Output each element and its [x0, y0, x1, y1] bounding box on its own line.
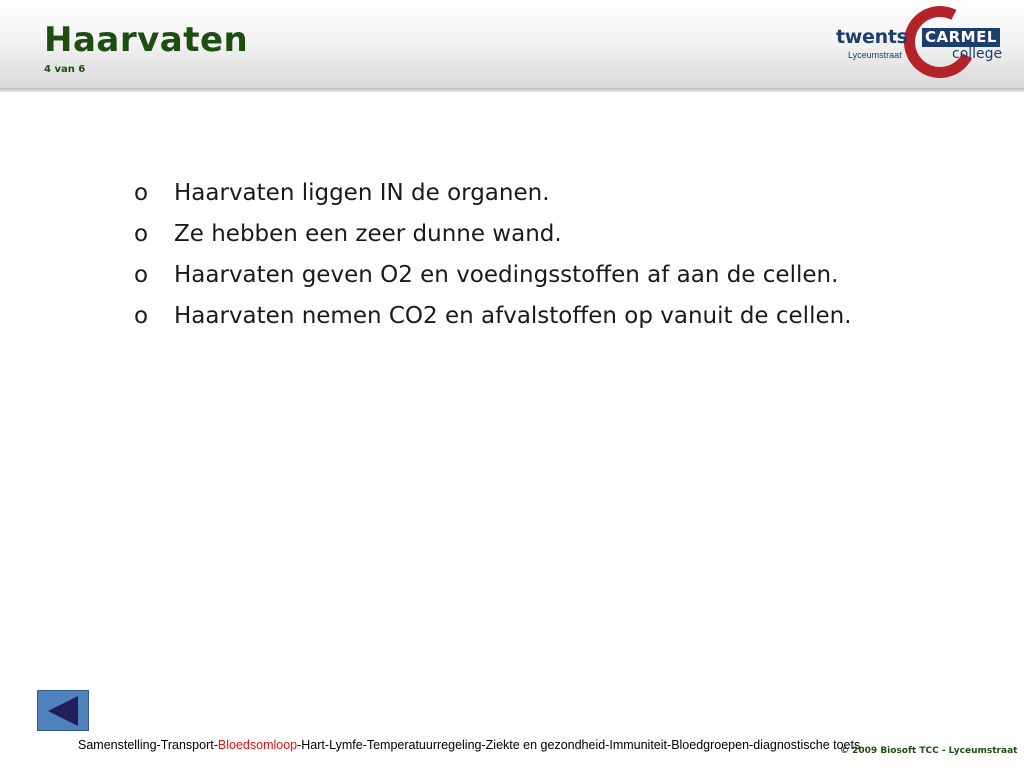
bullet-text: Ze hebben een zeer dunne wand. — [174, 221, 562, 247]
nav-separator: - — [362, 738, 367, 752]
bullet-text: Haarvaten geven O2 en voedingsstoffen af aan de cellen. — [174, 262, 839, 288]
bullet-item — [134, 303, 852, 344]
nav-separator: - — [213, 738, 218, 752]
nav-separator: - — [156, 738, 161, 752]
page-title: Haarvaten — [44, 20, 249, 60]
triangle-left-icon — [48, 696, 78, 726]
logo-location-text: Lyceumstraat — [848, 50, 902, 60]
footer-navigation — [78, 738, 860, 752]
bullet-item — [134, 180, 852, 221]
bullet-text: Haarvaten nemen CO2 en afvalstoffen op vanuit de cellen. — [174, 303, 852, 329]
nav-link-immuniteit[interactable]: Immuniteit — [609, 738, 668, 752]
nav-link-hart[interactable]: Hart — [301, 738, 325, 752]
nav-separator: - — [324, 738, 330, 752]
nav-link-transport[interactable]: Transport — [160, 738, 214, 752]
nav-link-ziekte-en-gezondheid[interactable]: Ziekte en gezondheid — [485, 738, 606, 752]
nav-link-samenstelling[interactable]: Samenstelling — [78, 738, 157, 752]
bullet-text: Haarvaten liggen IN de organen. — [174, 180, 550, 206]
nav-link-bloedgroepen[interactable]: Bloedgroepen — [671, 738, 750, 752]
logo-twents-text: twents — [836, 26, 908, 48]
bullet-item — [134, 221, 852, 262]
bullet-marker: o — [134, 180, 149, 206]
bullet-marker: o — [134, 303, 149, 329]
bullet-item — [134, 262, 852, 303]
copyright-text: © 2009 Biosoft TCC - Lyceumstraat — [840, 746, 1018, 756]
nav-link-temperatuurregeling[interactable]: Temperatuurregeling — [366, 738, 482, 752]
nav-separator: - — [605, 738, 610, 752]
nav-separator: - — [297, 738, 302, 752]
nav-separator: - — [481, 738, 486, 752]
school-logo — [834, 6, 1010, 80]
back-button[interactable] — [37, 690, 89, 731]
nav-link-diagnostische-toets[interactable]: diagnostische toets — [753, 738, 861, 752]
logo-college-text: college — [952, 46, 1003, 62]
bullet-marker: o — [134, 262, 149, 288]
nav-separator: - — [667, 738, 672, 752]
logo-carmel-text: CARMEL — [922, 28, 1000, 47]
bullet-list — [134, 180, 852, 344]
bullet-marker: o — [134, 221, 149, 247]
nav-separator: - — [749, 738, 754, 752]
nav-link-lymfe[interactable]: Lymfe — [329, 738, 363, 752]
nav-link-bloedsomloop[interactable]: Bloedsomloop — [217, 738, 298, 752]
header-divider — [0, 88, 1024, 92]
slide-counter: 4 van 6 — [44, 64, 86, 75]
